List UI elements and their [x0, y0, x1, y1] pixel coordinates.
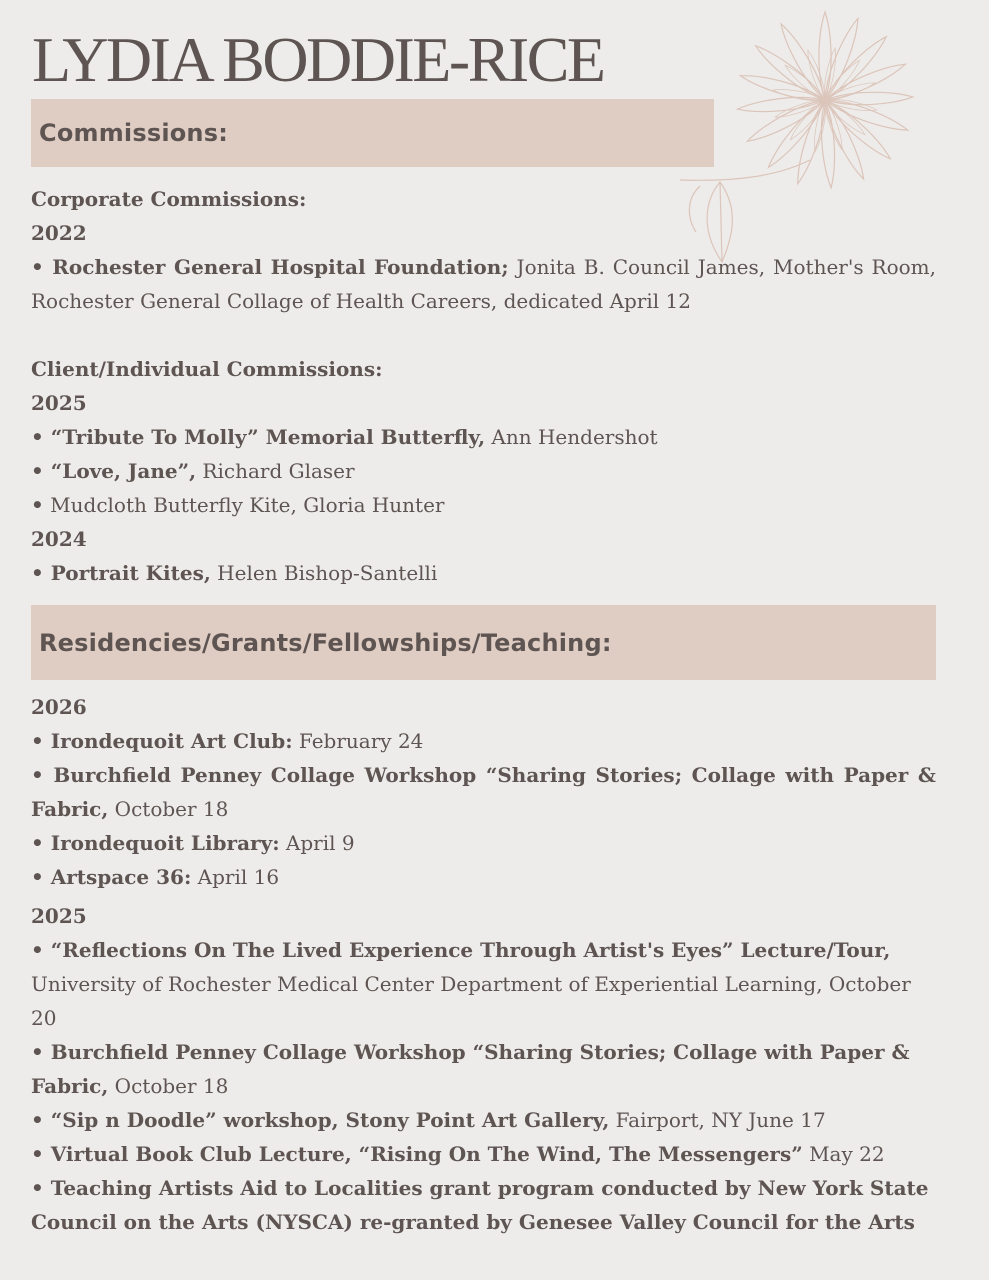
list-item: • “Love, Jane”, Richard Glaser	[31, 459, 355, 483]
year-label: 2026	[31, 695, 87, 719]
list-item: • Irondequoit Art Club: February 24	[31, 729, 424, 753]
list-item: • Burchfield Penney Collage Workshop “Sharing Stories; Collage with Paper & Fabric, October 18	[31, 1040, 910, 1098]
year-label: 2024	[31, 527, 87, 551]
residencies-heading-band	[31, 605, 936, 680]
commissions-section	[31, 182, 936, 590]
list-item: • Artspace 36: April 16	[31, 865, 280, 889]
list-item: • “Reflections On The Lived Experience Through Artist's Eyes” Lecture/Tour, University of Rochester Medical Center Department of Experiential Learning, October 20	[31, 938, 911, 1030]
list-item: • Mudcloth Butterfly Kite, Gloria Hunter	[31, 493, 445, 517]
list-item: • Teaching Artists Aid to Localities grant program conducted by New York State Council on the Arts (NYSCA) re-granted by Genesee Valley Council for the Arts	[31, 1176, 929, 1234]
list-item: • Virtual Book Club Lecture, “Rising On The Wind, The Messengers” May 22	[31, 1142, 885, 1166]
year-label: 2022	[31, 221, 87, 245]
residencies-2025-section	[31, 899, 936, 1239]
year-label: 2025	[31, 904, 87, 928]
residencies-2026-section	[31, 690, 936, 894]
list-item: • Portrait Kites, Helen Bishop-Santelli	[31, 561, 438, 585]
commissions-heading: Commissions:	[39, 119, 228, 147]
commissions-heading-band	[31, 99, 714, 167]
list-item: • “Tribute To Molly” Memorial Butterfly, Ann Hendershot	[31, 425, 658, 449]
artist-name: LYDIA BODDIE-RICE	[32, 24, 604, 95]
residencies-heading: Residencies/Grants/Fellowships/Teaching:	[39, 628, 612, 657]
list-item: • Rochester General Hospital Foundation; Jonita B. Council James, Mother's Room, Rochester General Collage of Health Careers, dedicated April 12	[31, 255, 936, 313]
year-label: 2025	[31, 391, 87, 415]
list-item: • “Sip n Doodle” workshop, Stony Point Art Gallery, Fairport, NY June 17	[31, 1108, 826, 1132]
list-item: • Irondequoit Library: April 9	[31, 831, 355, 855]
client-commissions-label: Client/Individual Commissions:	[31, 357, 383, 381]
corporate-commissions-label: Corporate Commissions:	[31, 187, 307, 211]
list-item: • Burchfield Penney Collage Workshop “Sharing Stories; Collage with Paper & Fabric, October 18	[31, 763, 936, 821]
